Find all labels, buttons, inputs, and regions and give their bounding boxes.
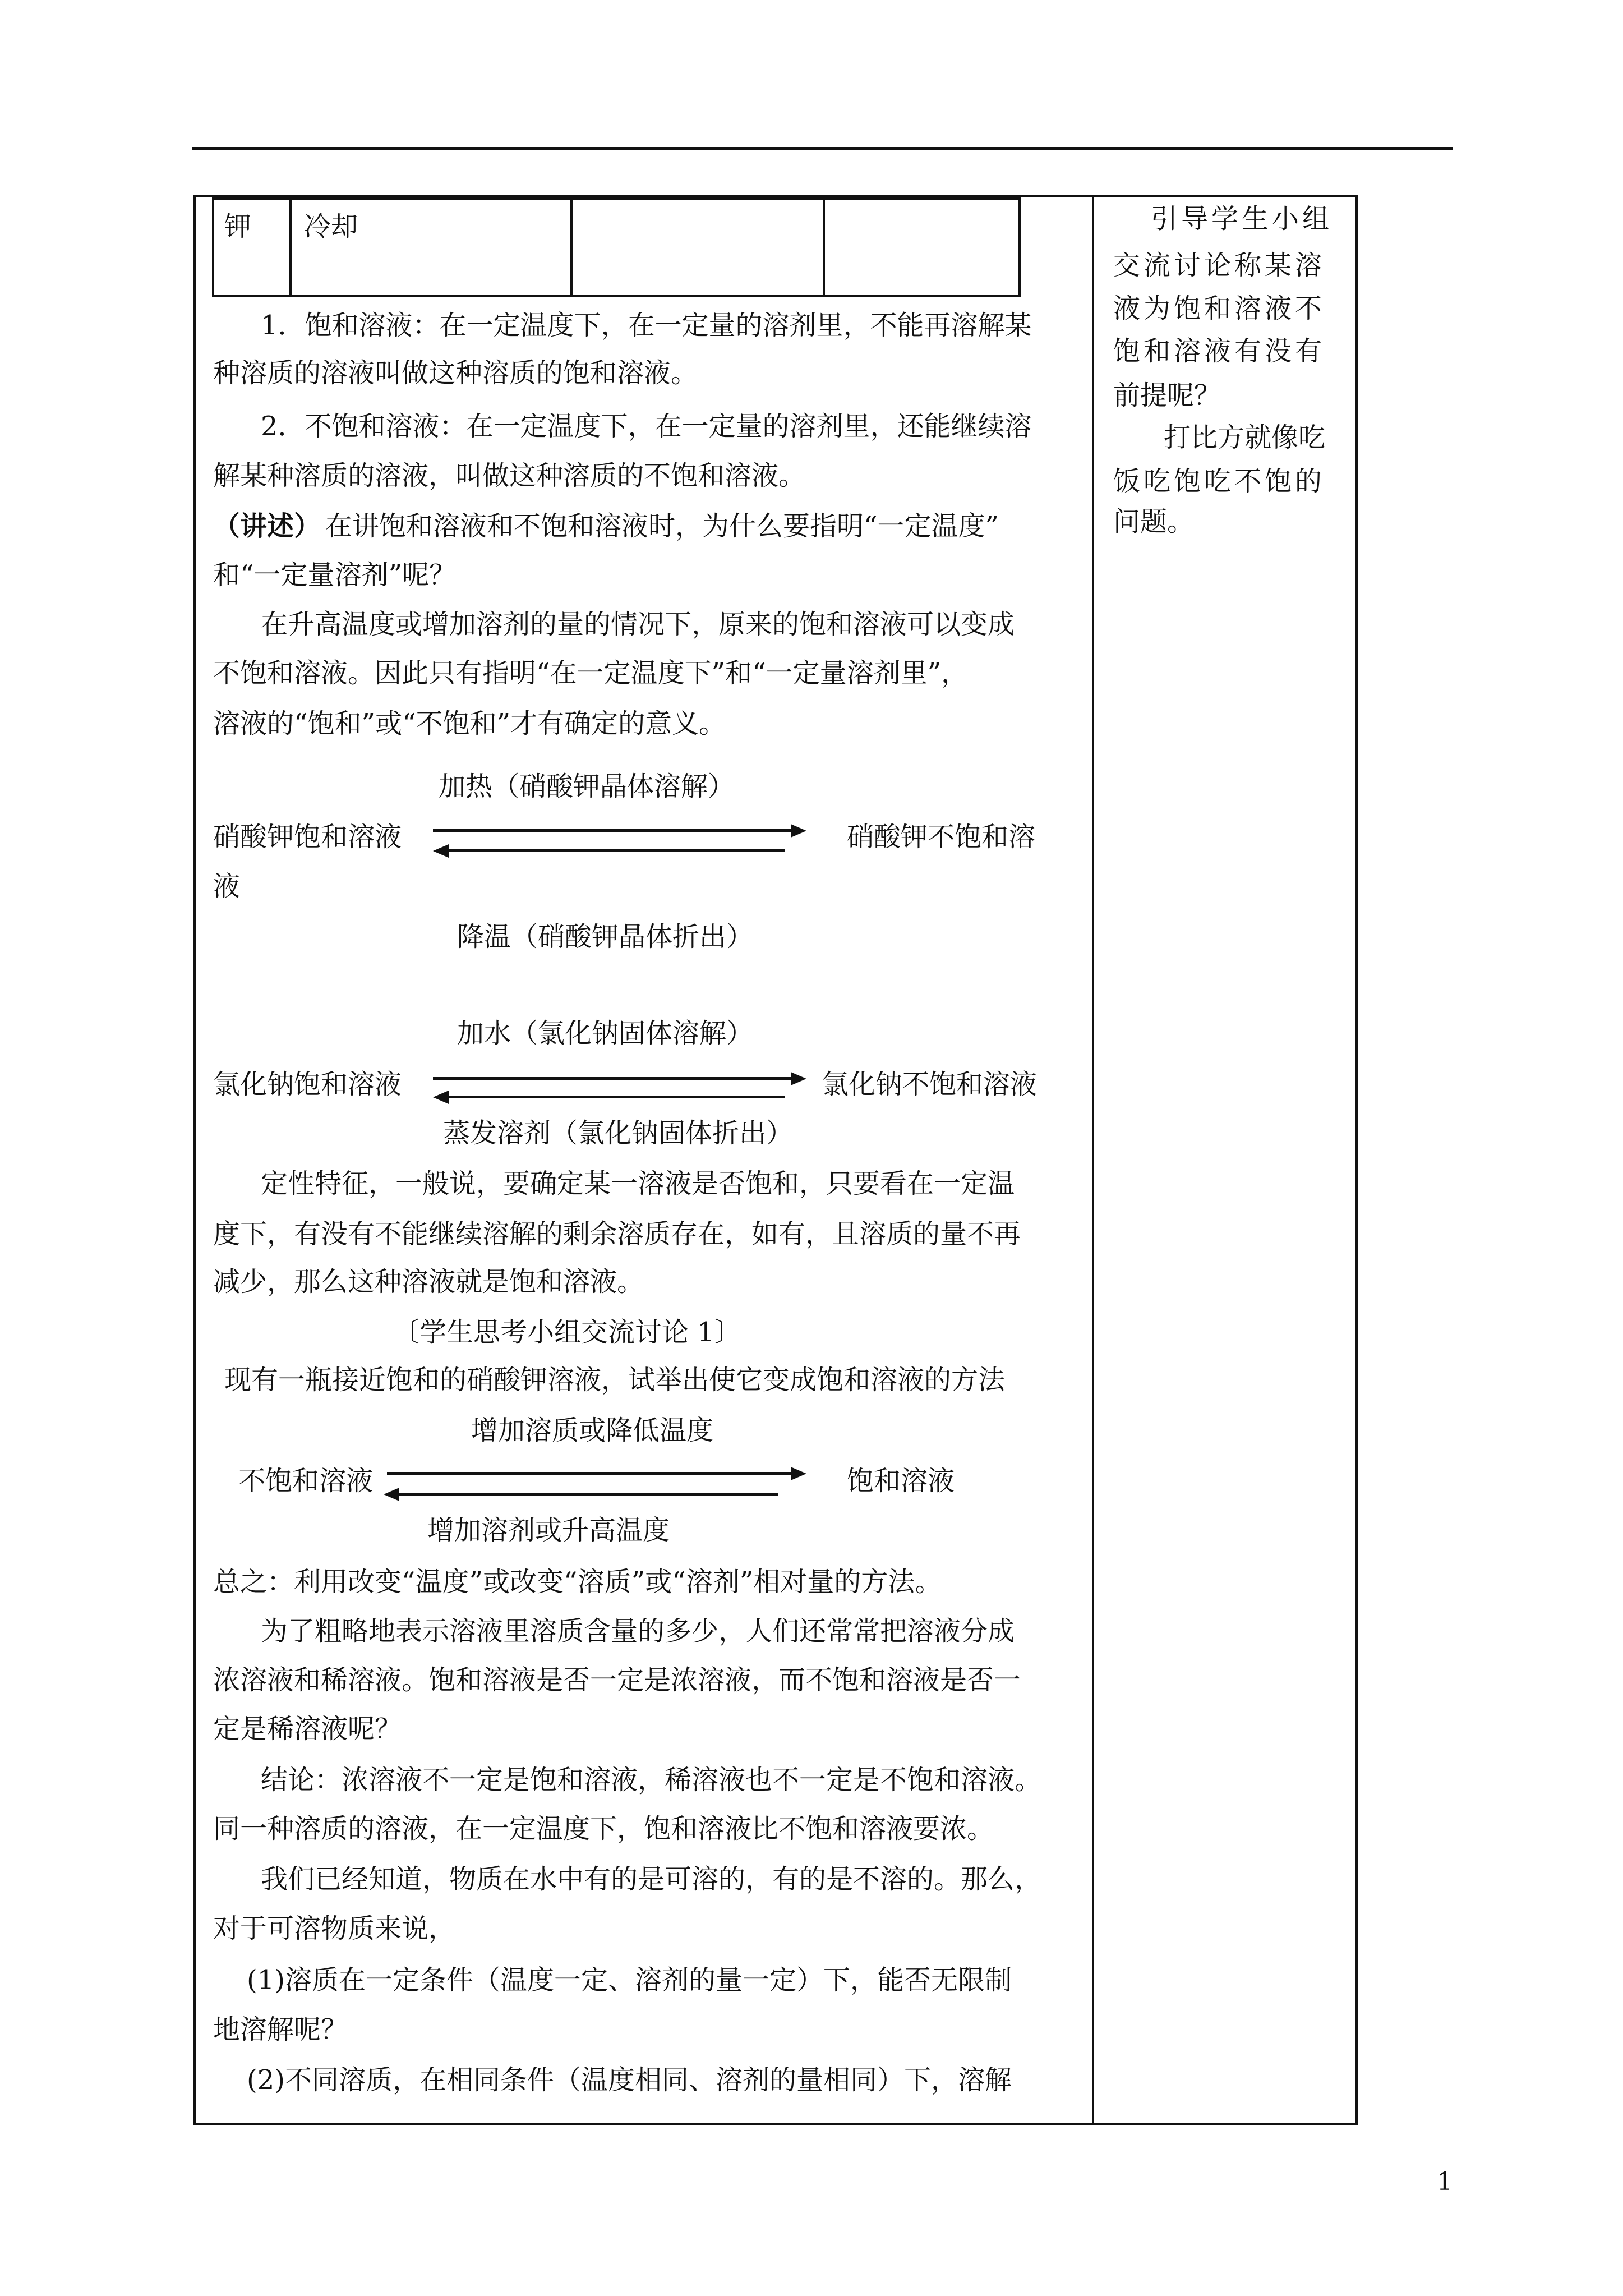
question1-line2: 地溶解呢？ <box>213 2014 348 2045</box>
question1-line1: (1)溶质在一定条件（温度一定、溶剂的量一定）下，能否无限制 <box>247 1964 1012 1996</box>
note-line8: 问题。 <box>1113 506 1195 537</box>
summary-line: 总之：利用改变“温度”或改变“溶质”或“溶剂”相对量的方法。 <box>213 1566 942 1598</box>
qualitative-line2: 度下，有没有不能继续溶解的剩余溶质存在，如有，且溶质的量不再 <box>213 1218 1021 1250</box>
diagram1-forward-arrow <box>433 829 792 832</box>
diagram1-reverse-arrowhead <box>433 844 449 858</box>
inner-table-bottom <box>212 295 1021 297</box>
diagram3-bottom-label: 增加溶剂或升高温度 <box>427 1515 670 1546</box>
qualitative-line1: 定性特征，一般说，要确定某一溶液是否饱和，只要看在一定温 <box>261 1168 1015 1199</box>
soluble-line2: 对于可溶物质来说， <box>213 1913 456 1944</box>
inner-table-sep3 <box>823 197 825 297</box>
diagram3-top-label: 增加溶质或降低温度 <box>471 1415 714 1446</box>
inner-table-cell-potassium: 钾 <box>224 211 252 242</box>
diagram1-left-label: 硝酸钾饱和溶液 <box>213 821 402 853</box>
note-line6: 打比方就像吃 <box>1164 422 1326 453</box>
note-line4: 饱和溶液有没有 <box>1113 335 1326 367</box>
outer-table-bottom <box>193 2123 1357 2125</box>
diagram1-reverse-arrow <box>449 849 785 852</box>
page-number: 1 <box>1437 2168 1453 2196</box>
diagram2-reverse-arrowhead <box>433 1091 449 1104</box>
discussion-question: 现有一瓶接近饱和的硝酸钾溶液，试举出使它变成饱和溶液的方法 <box>224 1364 1006 1396</box>
conclusion-line2: 同一种溶质的溶液，在一定温度下，饱和溶液比不饱和溶液要浓。 <box>213 1813 994 1844</box>
diagram2-bottom-label: 蒸发溶剂（氯化钠固体折出） <box>443 1117 794 1149</box>
note-line3: 液为饱和溶液不 <box>1113 293 1326 324</box>
conclusion-line1: 结论：浓溶液不一定是饱和溶液，稀溶液也不一定是不饱和溶液。 <box>261 1764 1042 1796</box>
concentration-line3: 定是稀溶液呢？ <box>213 1713 402 1745</box>
outer-table-divider <box>1092 195 1094 2125</box>
lecture-line2: 和“一定量溶剂”呢？ <box>213 559 457 591</box>
outer-table-top <box>193 195 1357 197</box>
diagram3-forward-arrow <box>387 1472 792 1475</box>
inner-table-left <box>212 197 214 297</box>
diagram3-reverse-arrowhead <box>384 1488 399 1501</box>
lecture-line1: 在讲饱和溶液和不饱和溶液时，为什么要指明“一定温度” <box>325 510 999 542</box>
inner-table-sep2 <box>570 197 573 297</box>
soluble-line1: 我们已经知道，物质在水中有的是可溶的，有的是不溶的。那么， <box>261 1864 1042 1895</box>
diagram1-top-label: 加热（硝酸钾晶体溶解） <box>439 771 735 802</box>
inner-table-top <box>212 197 1021 200</box>
unsaturated-definition-line2: 解某种溶质的溶液，叫做这种溶质的不饱和溶液。 <box>213 460 806 491</box>
note-line2: 交流讨论称某溶 <box>1113 250 1326 281</box>
diagram1-forward-arrowhead <box>791 824 806 838</box>
outer-table-left <box>193 195 196 2125</box>
note-line1: 引导学生小组 <box>1151 203 1333 234</box>
diagram3-right-label: 饱和溶液 <box>847 1465 955 1497</box>
discussion-title: 〔学生思考小组交流讨论 1〕 <box>393 1317 741 1348</box>
diagram2-left-label: 氯化钠饱和溶液 <box>213 1069 402 1100</box>
outer-table-right <box>1355 195 1358 2125</box>
diagram3-forward-arrowhead <box>791 1467 806 1480</box>
inner-table-right <box>1018 197 1021 297</box>
explanation-line2: 不饱和溶液。因此只有指明“在一定温度下”和“一定量溶剂里”， <box>213 657 969 689</box>
diagram2-reverse-arrow <box>449 1096 785 1098</box>
explanation-line1: 在升高温度或增加溶剂的量的情况下，原来的饱和溶液可以变成 <box>261 609 1015 640</box>
unsaturated-definition-line1: 2．不饱和溶液：在一定温度下，在一定量的溶剂里，还能继续溶 <box>261 411 1032 442</box>
diagram3-left-label: 不饱和溶液 <box>238 1465 374 1497</box>
concentration-line1: 为了粗略地表示溶液里溶质含量的多少，人们还常常把溶液分成 <box>261 1616 1015 1647</box>
header-rule <box>192 147 1453 150</box>
qualitative-line3: 减少，那么这种溶液就是饱和溶液。 <box>213 1266 644 1297</box>
diagram3-reverse-arrow <box>399 1493 778 1496</box>
diagram1-left-wrap: 液 <box>213 871 241 902</box>
lecture-tag: （讲述） <box>213 510 321 542</box>
saturated-definition-line2: 种溶质的溶液叫做这种溶质的饱和溶液。 <box>213 357 698 389</box>
diagram1-right-label: 硝酸钾不饱和溶 <box>847 821 1036 853</box>
diagram2-right-label: 氯化钠不饱和溶液 <box>822 1069 1038 1100</box>
note-line7: 饭吃饱吃不饱的 <box>1113 466 1326 497</box>
question2-line1: (2)不同溶质，在相同条件（温度相同、溶剂的量相同）下，溶解 <box>247 2064 1012 2096</box>
diagram2-top-label: 加水（氯化钠固体溶解） <box>457 1018 754 1049</box>
concentration-line2: 浓溶液和稀溶液。饱和溶液是否一定是浓溶液，而不饱和溶液是否一 <box>213 1664 1021 1696</box>
inner-table-cell-cooling: 冷却 <box>304 211 358 242</box>
explanation-line3: 溶液的“饱和”或“不饱和”才有确定的意义。 <box>213 708 726 739</box>
inner-table-sep1 <box>289 197 292 297</box>
diagram2-forward-arrow <box>433 1077 792 1080</box>
diagram2-forward-arrowhead <box>791 1072 806 1085</box>
diagram1-bottom-label: 降温（硝酸钾晶体折出） <box>457 921 754 953</box>
saturated-definition-line1: 1．饱和溶液：在一定温度下，在一定量的溶剂里，不能再溶解某 <box>261 310 1032 341</box>
note-line5: 前提呢？ <box>1113 380 1221 411</box>
